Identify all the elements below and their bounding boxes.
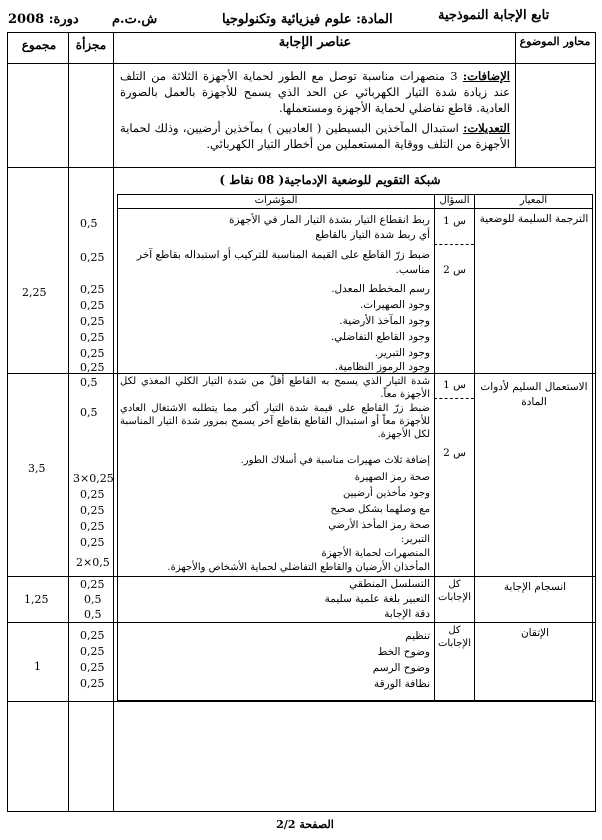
indicator-1-7: وجود المآخذ الأرضية. [339, 315, 430, 327]
indicator-2-1: شدة التيار الذي يسمح به القاطع أقلّ من شدة التيار الكلي المغذي لكل الأجهزة معاً. [120, 376, 430, 400]
partial-1-4: 0,25 [80, 299, 105, 312]
additions-paragraph [120, 68, 510, 116]
partial-1-6: 0,25 [80, 331, 105, 344]
question-3: كل الإجابات [438, 579, 471, 603]
modifications-label: التعديلات: [463, 121, 510, 135]
partial-2-3: 3×0,25 [73, 472, 114, 485]
col-header-elements: عناصر الإجابة [278, 35, 352, 50]
partial-4-1: 0,25 [80, 629, 105, 642]
row-divider [7, 167, 596, 168]
partial-4-3: 0,25 [80, 661, 105, 674]
criterion-4: الإتقان [520, 627, 550, 639]
col-divider [68, 32, 69, 812]
partial-2-4: 0,25 [80, 488, 105, 501]
partial-3-3: 0,5 [84, 608, 102, 621]
indicator-2-6: مع وصلهما بشكل صحيح [330, 504, 430, 515]
session-label: دورة: 2008 [8, 12, 79, 27]
grid-divider [117, 208, 593, 209]
indicator-1-5: رسم المخطط المعدل. [331, 283, 430, 295]
grid-title: شبكة التقويم للوضعية الإدماجية( 08 نقاط ) [219, 173, 441, 187]
col-header-total: مجموع [21, 38, 57, 52]
question-2-2: س 2 [443, 447, 466, 459]
criterion-3: انسجام الإجابة [503, 581, 567, 593]
indicator-1-8: وجود القاطع التفاضلي. [330, 331, 430, 343]
partial-4-4: 0,25 [80, 677, 105, 690]
criterion-2: الاستعمال السليم لأدوات المادة [480, 381, 588, 408]
indicator-2-10: المأخذان الأرضيان والقاطع التفاضلي لحماية الأشخاص والأجهزة. [167, 562, 430, 573]
total-4: 1 [34, 660, 41, 673]
indicator-1-10: وجود الرموز النظامية. [334, 361, 430, 373]
partial-2-2: 0,5 [80, 406, 98, 419]
grid-col-indicators: المؤشرات [254, 195, 298, 206]
indicator-1-9: وجود التبرير. [374, 347, 430, 359]
indicator-4-3: وضوح الرسم [372, 662, 430, 674]
partial-1-2: 0,25 [80, 251, 105, 264]
grid-col-criterion: المعيار [519, 195, 548, 206]
indicator-3-3: دقة الإجابة [384, 608, 430, 620]
partial-2-6: 0,25 [80, 520, 105, 533]
col-divider [113, 32, 114, 812]
col-header-axes: محاور الموضوع [519, 35, 591, 48]
indicator-1-1: ربط انقطاع التيار بشدة التيار المار في الأجهزة [228, 214, 430, 226]
header-title: تابع الإجابة النموذجية [438, 8, 550, 23]
partial-2-7: 0,25 [80, 536, 105, 549]
partial-1-1: 0,5 [80, 217, 98, 230]
indicator-2-7: صحة رمز المأخذ الأرضي [328, 520, 430, 531]
partial-4-2: 0,25 [80, 645, 105, 658]
partial-1-5: 0,25 [80, 315, 105, 328]
grid-divider [474, 194, 475, 701]
grid-col-question: السؤال [439, 195, 470, 206]
row-divider [7, 63, 596, 64]
partial-1-7: 0,25 [80, 347, 105, 360]
partial-2-8: 2×0,5 [76, 556, 110, 569]
indicator-2-4: صحة رمز الصهيرة [354, 472, 430, 483]
partial-1-8: 0,25 [80, 361, 105, 374]
indicator-3-1: التسلسل المنطقي [349, 578, 430, 590]
indicator-1-4: مناسب. [395, 264, 430, 276]
subject-label: المادة: علوم فيزيائية وتكنولوجيا [222, 12, 393, 27]
certificate-label: ش.ت.م [112, 12, 158, 27]
indicator-4-1: تنظيم [405, 630, 430, 642]
indicator-1-2: أي ربط شدة التيار بالقاطع [315, 229, 430, 241]
criterion-1: الترجمة السليمة للوضعية [479, 213, 589, 225]
partial-1-3: 0,25 [80, 283, 105, 296]
section-divider [7, 622, 596, 623]
indicator-2-5: وجود مأخذين أرضيين [343, 488, 430, 499]
indicator-4-4: نظافة الورقة [374, 678, 430, 690]
partial-3-2: 0,5 [84, 593, 102, 606]
total-3: 1,25 [24, 593, 49, 606]
indicator-3-2: التعبير بلغة علمية سليمة [324, 593, 430, 605]
question-1-2: س 2 [443, 264, 466, 276]
question-4: كل الإجابات [438, 625, 471, 649]
page-number: الصفحة 2/2 [276, 818, 334, 831]
question-1-1: س 1 [443, 215, 466, 227]
col-divider [515, 32, 516, 167]
col-header-partial: مجزأة [75, 38, 107, 52]
total-1: 2,25 [22, 286, 47, 299]
question-2-1: س 1 [443, 379, 466, 391]
section-divider [7, 701, 596, 702]
indicator-2-8: التبرير: [400, 534, 430, 545]
grid-divider [434, 194, 435, 701]
modifications-paragraph [120, 120, 510, 152]
indicator-1-6: وجود الصهيرات. [359, 299, 430, 311]
additions-label: الإضافات: [462, 69, 510, 83]
indicator-2-9: المنصهرات لحماية الأجهزة [321, 548, 430, 559]
partial-2-5: 0,25 [80, 504, 105, 517]
partial-2-1: 0,5 [80, 376, 98, 389]
modifications-text: استبدال المآخذين البسيطين ( العاديين ) بمآخذين أرضيين، وذلك لحماية الأجهزة من التلف ووقاية المستعملين من أخطار التيار الكهربائي. [120, 121, 510, 151]
indicator-4-2: وضوح الخط [377, 646, 430, 658]
question-divider [434, 398, 474, 399]
indicator-2-2: ضبط زرّ القاطع على قيمة شدة التيار أكبر مما يتطلبه الاشتغال العادي للأجهزة معاً أو استبدال القاطع بقاطع آخر يسمح بمرور شدة التيار المناسبة لكل الأجهزة. [120, 403, 430, 440]
indicator-2-3: إضافة ثلاث صهيرات مناسبة في أسلاك الطور. [240, 455, 430, 466]
indicator-1-3: ضبط زرّ القاطع على القيمة المناسبة للتركيب أو استبداله بقاطع آخر [136, 249, 430, 261]
additions-text: 3 منصهرات مناسبة توصل مع الطور لحماية الأجهزة الثلاثة من التلف عند زيادة شدة التيار الكهربائي عن الحد الذي يسمح للأجهزة بالعمل بالصورة العادية. قاطع تفاضلي لحماية الأجهزة ومستعملها. [120, 69, 510, 115]
partial-3-1: 0,25 [80, 578, 105, 591]
total-2: 3,5 [28, 462, 46, 475]
question-divider [434, 244, 474, 245]
